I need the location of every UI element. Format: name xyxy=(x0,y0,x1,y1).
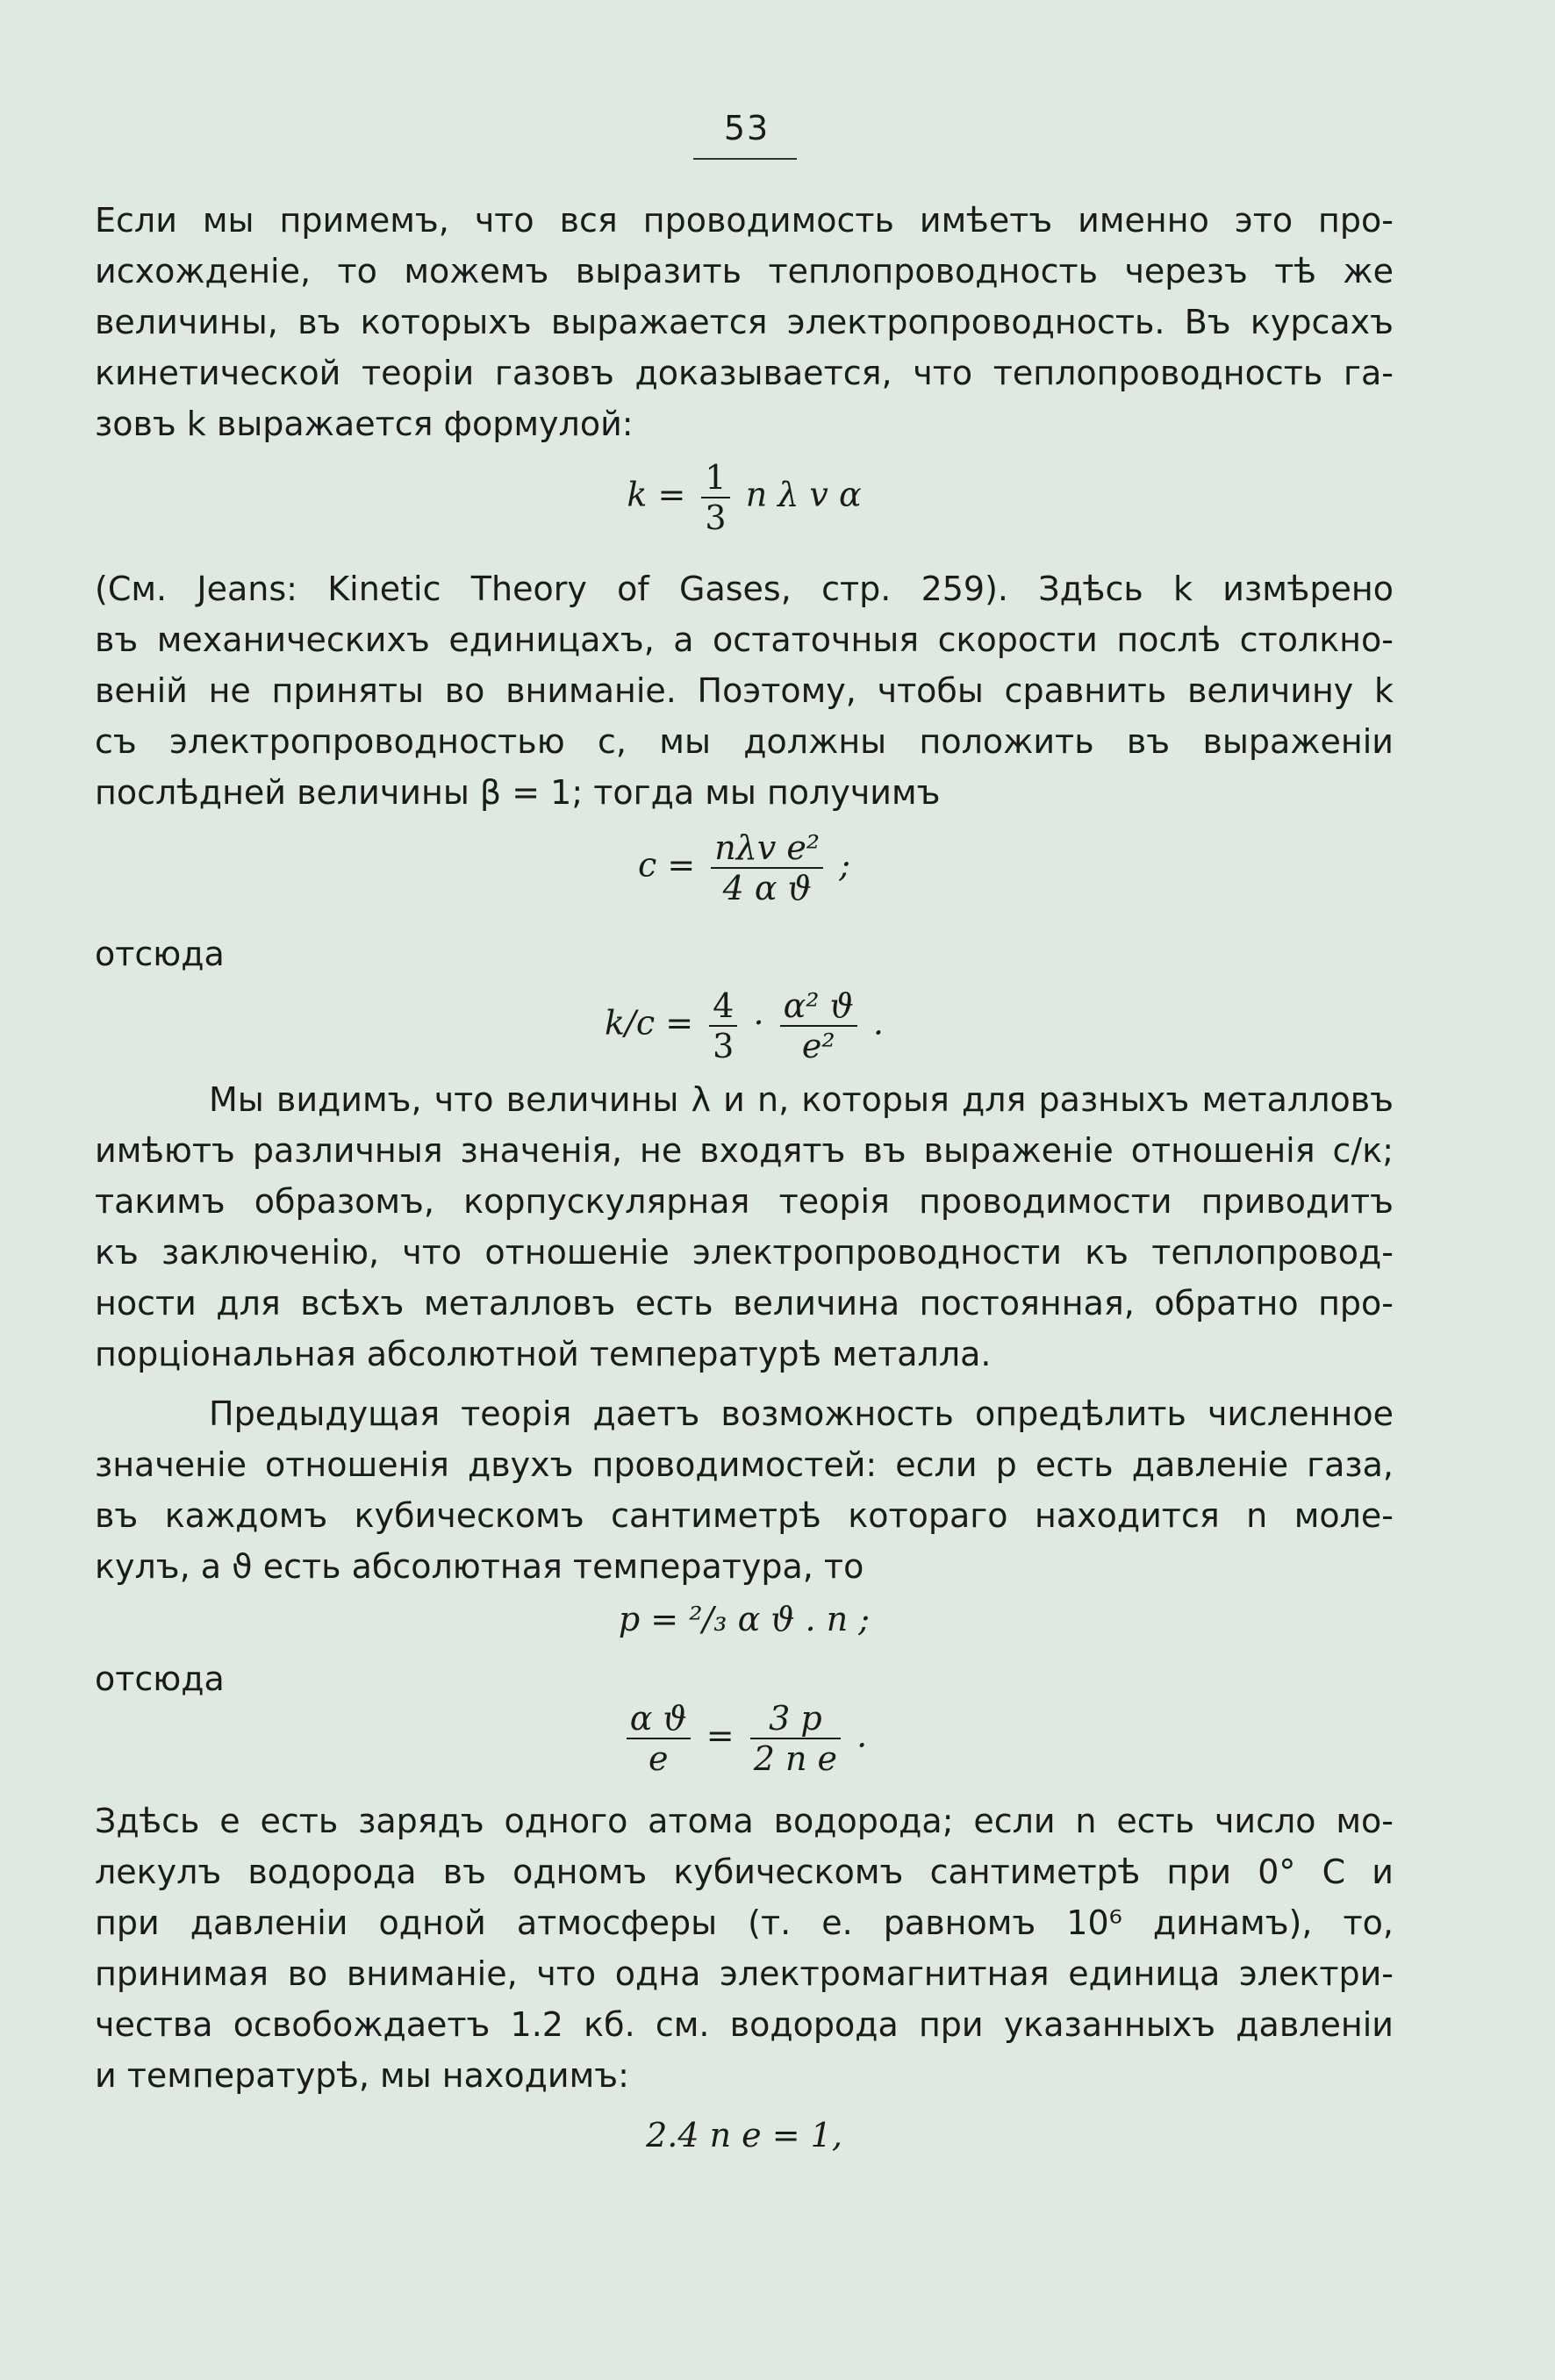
fraction xyxy=(701,458,729,537)
text-otsyuda: отсюда xyxy=(95,935,225,973)
formula-tail: . xyxy=(856,1716,868,1755)
text-line: и температурѣ, мы находимъ: xyxy=(95,2056,629,2095)
text-otsyuda: отсюда xyxy=(95,1660,225,1698)
text-line: веній не приняты во вниманіе. Поэтому, чтобы сравнить величину k xyxy=(95,671,1394,710)
text-line: Предыдущая теорія даетъ возможность опредѣлить численное xyxy=(209,1394,1394,1433)
text-line: значеніе отношенія двухъ проводимостей: если p есть давленіе газа, xyxy=(95,1445,1394,1484)
fraction-numerator: nλv e² xyxy=(711,828,823,869)
fraction xyxy=(750,1699,841,1778)
text-line: послѣдней величины β = 1; тогда мы получимъ xyxy=(95,773,941,812)
formula-rest: n λ v α xyxy=(745,475,862,514)
page-number: 53 xyxy=(723,109,770,147)
fraction xyxy=(627,1699,691,1778)
text-line: кинетической теоріи газовъ доказывается, что теплопроводность га- xyxy=(95,354,1394,392)
text-line: въ механическихъ единицахъ, а остаточныя скорости послѣ столкно- xyxy=(95,620,1394,659)
formula-tail: ; xyxy=(839,845,851,885)
text-line: имѣютъ различныя значенія, не входятъ въ выраженіе отношенія c/к; xyxy=(95,1131,1394,1170)
fraction xyxy=(711,828,823,907)
formula-charge-relation xyxy=(95,1699,1394,1778)
fraction-denominator: 3 xyxy=(713,1027,735,1065)
formula-lhs: k/c = xyxy=(605,1003,694,1043)
formula-lhs: k = xyxy=(627,475,686,514)
fraction-denominator: 2 n e xyxy=(753,1739,838,1778)
fraction-numerator: 3 p xyxy=(750,1699,841,1739)
text-line: Здѣсь e есть зарядъ одного атома водорода; если n есть число мо- xyxy=(95,1802,1394,1840)
text-line: ности для всѣхъ металловъ есть величина постоянная, обратно про- xyxy=(95,1284,1394,1323)
fraction xyxy=(709,986,737,1065)
text-line: (См. Jeans: Kinetic Theory of Gases, стр. 259). Здѣсь k измѣрено xyxy=(95,570,1394,608)
formula-dot: · xyxy=(753,1003,764,1043)
formula-pressure: p = ²/₃ α ϑ . n ; xyxy=(618,1600,871,1638)
formula-lhs: c = xyxy=(637,845,696,885)
fraction-denominator: 4 α ϑ xyxy=(722,869,812,907)
text-line: чества освобождаетъ 1.2 кб. см. водорода при указанныхъ давленіи xyxy=(95,2005,1394,2044)
text-line: такимъ образомъ, корпускулярная теорія проводимости приводитъ xyxy=(95,1182,1394,1221)
fraction-denominator: 3 xyxy=(705,498,727,537)
text-line: въ каждомъ кубическомъ сантиметрѣ котораго находится n моле- xyxy=(95,1496,1394,1535)
text-line: съ электропроводностью c, мы должны положить въ выраженіи xyxy=(95,722,1394,761)
text-line: Если мы примемъ, что вся проводимость имѣетъ именно это про- xyxy=(95,201,1394,240)
fraction xyxy=(780,986,857,1065)
text-line: кулъ, а ϑ есть абсолютная температура, то xyxy=(95,1547,864,1586)
page-number-rule xyxy=(693,158,797,160)
formula-thermal-conductivity xyxy=(95,458,1394,537)
text-line: порціональная абсолютной температурѣ металла. xyxy=(95,1335,992,1373)
formula-equals: = xyxy=(706,1716,735,1755)
text-line: къ заключенію, что отношеніе электропроводности къ теплопровод- xyxy=(95,1233,1394,1272)
fraction-numerator: α ϑ xyxy=(627,1699,691,1739)
text-line: при давленіи одной атмосферы (т. е. равномъ 10⁶ динамъ), то, xyxy=(95,1903,1394,1942)
text-line: Мы видимъ, что величины λ и n, которыя для разныхъ металловъ xyxy=(209,1080,1394,1119)
text-line: величины, въ которыхъ выражается электропроводность. Въ курсахъ xyxy=(95,303,1394,341)
text-line: принимая во вниманіе, что одна электромагнитная единица электри- xyxy=(95,1954,1394,1993)
fraction-denominator: e xyxy=(648,1739,669,1778)
formula-electric-conductivity xyxy=(95,828,1394,907)
fraction-denominator: e² xyxy=(801,1027,835,1065)
formula-ratio xyxy=(95,986,1394,1065)
fraction-numerator: 1 xyxy=(701,458,729,498)
fraction-numerator: α² ϑ xyxy=(780,986,857,1027)
formula-final: 2.4 n e = 1, xyxy=(646,2116,842,2154)
text-line: лекулъ водорода въ одномъ кубическомъ сантиметрѣ при 0° C и xyxy=(95,1853,1394,1891)
fraction-numerator: 4 xyxy=(709,986,737,1027)
text-line: исхожденіе, то можемъ выразить теплопроводность черезъ тѣ же xyxy=(95,252,1394,290)
text-line: зовъ k выражается формулой: xyxy=(95,405,634,443)
formula-tail: . xyxy=(872,1003,884,1043)
